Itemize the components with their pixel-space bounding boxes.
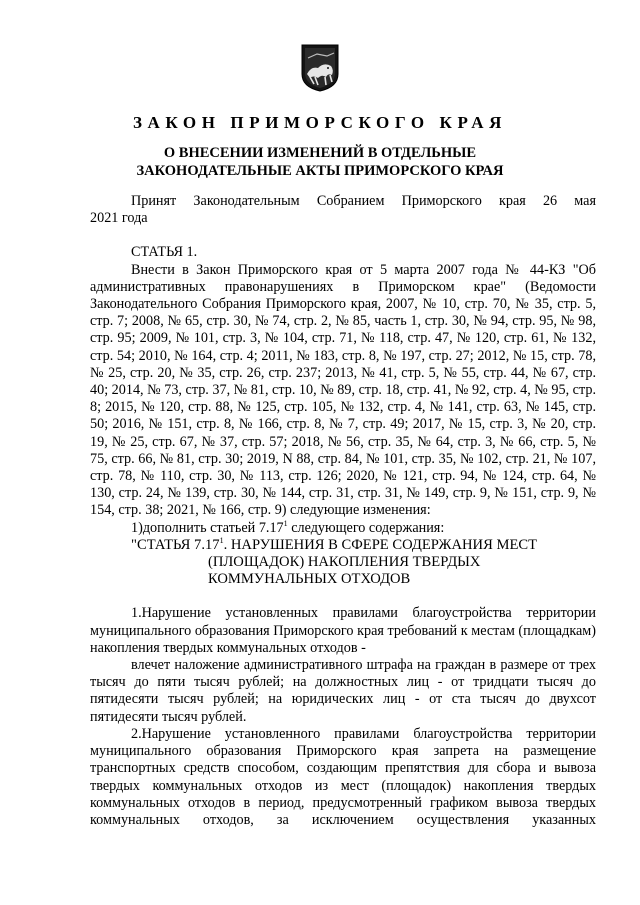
coat-of-arms-icon xyxy=(301,44,339,92)
document-body xyxy=(90,193,596,829)
amendment-item-1-tail: следующего содержания: xyxy=(287,519,445,536)
new-article-sup: 1 xyxy=(219,535,224,545)
part-1-paragraph: 1.Нарушение установленных правилами благоустройства территории муниципального образования Приморского края требований к местам (площадкам) накопления твердых коммунальных отходов - xyxy=(90,605,596,656)
amendment-item-1-sup: 1 xyxy=(283,518,288,528)
part-1-penalty-paragraph: влечет наложение административного штрафа на граждан в размере от трех тысяч до пяти тысяч рублей; на должностных лиц - от тридцати тысяч до пятидесяти тысяч рублей; на юридических лиц - от ста тысяч до двухсот пятидесяти тысяч рублей. xyxy=(90,657,596,725)
new-article-title xyxy=(90,537,596,554)
law-subtitle-line-2: ЗАКОНОДАТЕЛЬНЫЕ АКТЫ ПРИМОРСКОГО КРАЯ xyxy=(136,163,504,179)
new-article-title-line-2: (ПЛОЩАДОК) НАКОПЛЕНИЯ ТВЕРДЫХ xyxy=(208,554,481,571)
law-subtitle-line-1: О ВНЕСЕНИИ ИЗМЕНЕНИЙ В ОТДЕЛЬНЫЕ xyxy=(163,145,477,161)
article-heading: СТАТЬЯ 1. xyxy=(131,244,198,261)
adoption-year: 2021 года xyxy=(90,210,148,227)
amendment-item-1 xyxy=(90,520,596,537)
law-title: ЗАКОН ПРИМОРСКОГО КРАЯ xyxy=(132,113,508,132)
adoption-line: Принят Законодательным Собранием Приморского края 26 мая xyxy=(131,193,596,209)
new-article-title-line-3: КОММУНАЛЬНЫХ ОТХОДОВ xyxy=(208,571,411,588)
amendment-item-1-text: 1)дополнить статьей 7.17 xyxy=(131,519,284,536)
article-intro-paragraph: Внести в Закон Приморского края от 5 марта 2007 года № 44-КЗ "Об административных правонарушениях в Приморском крае" (Ведомости Законодательного Собрания Приморского края, 2007, № 10, стр. 70, № 35, стр. 5, стр. 7; 2008, № 65, стр. 30, № 74, стр. 2, № 85, часть 1, стр. 30, № 94, стр. 95, № 98, стр. 95; 2009, № 101, стр. 3, № 104, стр. 71, № 118, стр. 47, № 120, стр. 61, № 132, стр. 54; 2010, № 164, стр. 4; 2011, № 183, стр. 8, № 197, стр. 27; 2012, № 15, стр. 78, № 25, стр. 20, № 35, стр. 26, стр. 237; 2013, № 41, стр. 5, № 55, стр. 44, № 67, стр. 40; 2014, № 73, стр. 37, № 81, стр. 10, № 89, стр. 18, стр. 41, № 92, стр. 4, № 95, стр. 8; 2015, № 120, стр. 88, № 125, стр. 105, № 132, стр. 4, № 141, стр. 63, № 145, стр. 50; 2016, № 151, стр. 8, № 166, стр. 8, № 7, стр. 49; 2017, № 15, стр. 3, № 20, стр. 19, № 25, стр. 67, № 37, стр. 57; 2018, № 56, стр. 35, № 64, стр. 3, № 66, стр. 5, № 75, стр. 66, № 81, стр. 30; 2019, N 88, стр. 84, № 101, стр. 35, № 102, стр. 21, № 107, стр. 78, № 110, стр. 30, № 113, стр. 126; 2020, № 121, стр. 94, № 124, стр. 64, № 130, стр. 24, № 139, стр. 30, № 144, стр. 31, стр. 31, № 149, стр. 9, № 151, стр. 9, № 154, стр. 38; 2021, № 166, стр. 9) следующие изменения: xyxy=(90,261,596,519)
new-article-prefix: "СТАТЬЯ 7.17 xyxy=(131,536,220,553)
part-2-paragraph: 2.Нарушение установленного правилами благоустройства территории муниципального образования Приморского края запрета на размещение транспортных средств способом, создающим препятствия для сбора и вывоза твердых коммунальных отходов из мест (площадок) накопления твердых коммунальных отходов в период, предусмотренный графиком вывоза твердых коммунальных отходов, за исключением осуществления указанных xyxy=(90,725,596,828)
new-article-title-line-1: . НАРУШЕНИЯ В СФЕРЕ СОДЕРЖАНИЯ МЕСТ xyxy=(223,536,538,553)
